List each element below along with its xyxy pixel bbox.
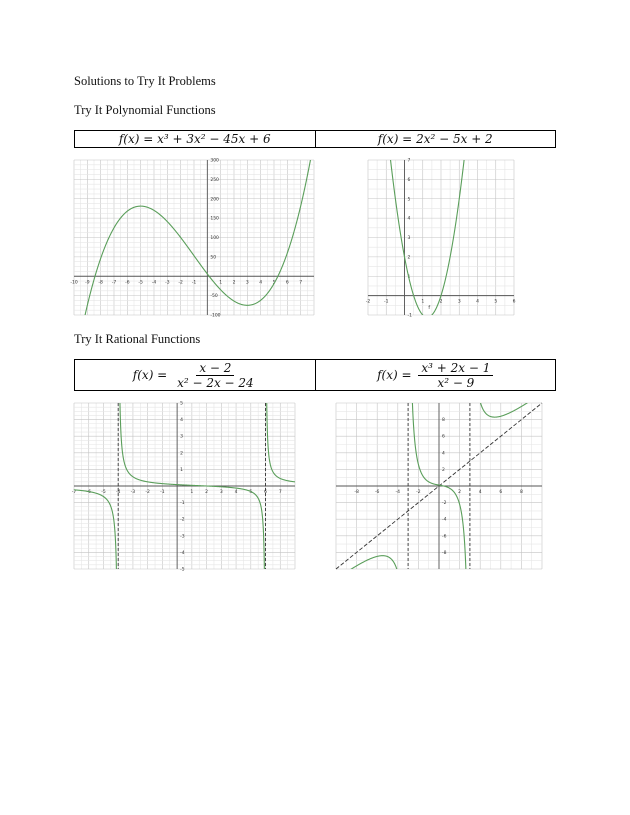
y-tick-label: -5 <box>180 567 185 573</box>
y-tick-label: 5 <box>180 401 184 407</box>
x-tick-label: -1 <box>191 280 197 286</box>
y-tick-label: 2 <box>407 255 411 261</box>
page-heading: Solutions to Try It Problems <box>74 74 216 88</box>
function-rhs: x³ + 3x² − 45x + 6 <box>157 132 271 146</box>
x-tick-label: 5 <box>494 299 498 305</box>
x-tick-label: 4 <box>478 490 482 495</box>
denominator: x² − 2x − 24 <box>177 375 254 390</box>
x-tick-label: 6 <box>285 280 289 286</box>
y-tick-label: 4 <box>407 216 411 222</box>
fraction <box>174 361 257 390</box>
graph-rational-1 <box>71 401 295 573</box>
x-tick-label: 4 <box>259 280 263 286</box>
x-tick-label: -5 <box>138 280 143 286</box>
x-tick-label: 2 <box>458 490 462 495</box>
rational-heading: Try It Rational Functions <box>74 332 201 346</box>
x-tick-label: -4 <box>395 490 401 495</box>
y-tick-label: 6 <box>407 177 411 183</box>
x-tick-label: 2 <box>232 280 236 286</box>
y-tick-label: 150 <box>210 216 219 222</box>
y-tick-label: 1 <box>180 467 184 473</box>
polynomial-function-2 <box>315 131 556 148</box>
polynomial-heading: Try It Polynomial Functions <box>74 103 216 117</box>
y-tick-label: 4 <box>180 418 184 424</box>
graph-cubic <box>70 158 314 319</box>
x-tick-label: 1 <box>421 299 425 305</box>
y-tick-label: -6 <box>442 534 447 540</box>
x-tick-label: -4 <box>115 490 121 495</box>
function-lhs: f(x) = <box>118 132 154 146</box>
x-tick-label: 2 <box>439 299 443 305</box>
y-tick-label: 250 <box>210 177 219 183</box>
y-tick-label: 7 <box>407 158 411 164</box>
fraction <box>418 361 493 390</box>
x-tick-label: 8 <box>519 490 523 495</box>
x-tick-label: 4 <box>476 299 479 305</box>
x-tick-label: 2 <box>205 490 209 495</box>
x-tick-label: -9 <box>85 280 90 286</box>
x-tick-label: -8 <box>354 490 359 495</box>
x-tick-label: -3 <box>165 280 170 286</box>
rational-function-1 <box>75 360 316 391</box>
x-tick-label: -6 <box>125 280 130 286</box>
polynomial-functions-table <box>74 130 556 148</box>
x-tick-label: -1 <box>384 299 389 305</box>
x-tick-label: 6 <box>512 299 516 305</box>
y-tick-label: -8 <box>442 550 447 556</box>
x-tick-label: -7 <box>111 280 117 286</box>
y-tick-label: 2 <box>442 467 445 473</box>
x-tick-label: 6 <box>264 490 267 495</box>
y-tick-label: 300 <box>210 158 219 164</box>
x-tick-label: 7 <box>278 490 282 495</box>
x-tick-label: 4 <box>234 490 238 495</box>
y-tick-label: 5 <box>407 197 411 203</box>
y-tick-label: -2 <box>442 501 447 507</box>
x-tick-label: 5 <box>272 280 276 286</box>
y-tick-label: 1 <box>407 274 411 280</box>
function-annotation: f <box>428 305 431 312</box>
rational-function-2 <box>315 360 556 391</box>
y-tick-label: 6 <box>442 434 445 440</box>
y-tick-label: 100 <box>210 236 219 241</box>
x-tick-label: -2 <box>365 299 371 305</box>
y-tick-label: -1 <box>407 313 412 319</box>
x-tick-label: 5 <box>249 490 253 495</box>
x-tick-label: -4 <box>151 280 157 286</box>
y-tick-label: -1 <box>180 501 185 507</box>
x-tick-label: 6 <box>499 490 503 495</box>
y-tick-label: 3 <box>180 434 184 440</box>
function-lhs: f(x) = <box>377 132 413 146</box>
x-tick-label: -1 <box>160 490 165 495</box>
function-rhs: 2x² − 5x + 2 <box>416 132 493 146</box>
x-tick-label: 3 <box>457 299 461 305</box>
x-tick-label: 1 <box>219 280 223 286</box>
x-tick-label: -3 <box>130 490 136 495</box>
y-tick-label: 4 <box>442 451 445 457</box>
x-tick-label: 1 <box>190 490 194 495</box>
y-tick-label: -3 <box>180 534 185 540</box>
y-tick-label: -50 <box>210 294 218 300</box>
y-tick-label: 2 <box>180 451 184 457</box>
graph-rational-2 <box>336 403 542 569</box>
y-tick-label: 50 <box>210 255 217 261</box>
numerator: x − 2 <box>196 361 234 376</box>
y-tick-label: -4 <box>442 517 447 523</box>
x-tick-label: 3 <box>219 490 223 495</box>
polynomial-function-1 <box>75 131 316 148</box>
y-tick-label: -100 <box>210 313 221 319</box>
x-tick-label: 7 <box>299 280 303 286</box>
rational-functions-table <box>74 359 556 391</box>
x-tick-label: -8 <box>98 280 103 286</box>
y-tick-label: 200 <box>210 197 219 203</box>
x-tick-label: -2 <box>145 490 150 495</box>
x-tick-label: -5 <box>101 490 106 495</box>
y-tick-label: 3 <box>407 236 411 241</box>
function-lhs: f(x) = <box>377 367 412 382</box>
x-tick-label: -6 <box>86 490 91 495</box>
x-tick-label: 3 <box>245 280 249 286</box>
x-tick-label: -2 <box>178 280 183 286</box>
graph-quadratic <box>365 158 516 319</box>
x-tick-label: -7 <box>71 490 77 495</box>
y-tick-label: -2 <box>180 517 185 523</box>
y-tick-label: 8 <box>442 418 445 424</box>
x-tick-label: -10 <box>70 280 78 286</box>
x-tick-label: -6 <box>374 490 380 495</box>
y-tick-label: -4 <box>180 550 185 556</box>
function-lhs: f(x) = <box>132 367 168 382</box>
numerator: x³ + 2x − 1 <box>418 361 493 376</box>
x-tick-label: -2 <box>416 490 421 495</box>
denominator: x² − 9 <box>437 375 475 390</box>
